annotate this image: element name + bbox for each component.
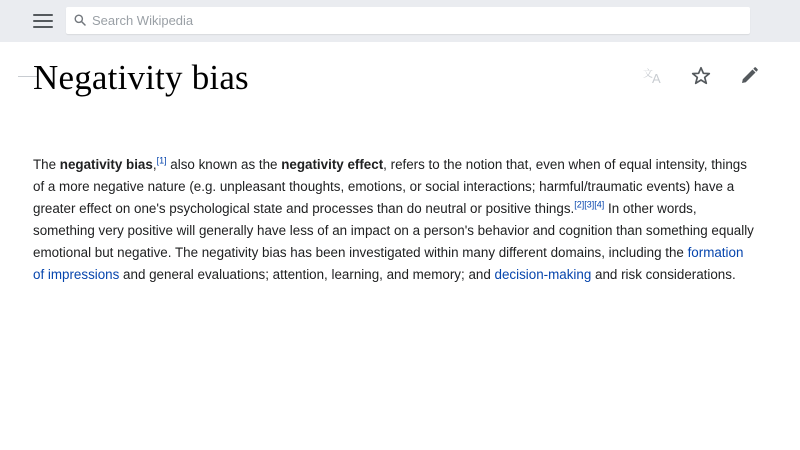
reference-link-1[interactable]: [1] bbox=[156, 155, 167, 166]
top-header-bar bbox=[0, 0, 800, 42]
reference-link-2[interactable]: [2] bbox=[574, 199, 585, 210]
svg-text:A: A bbox=[652, 71, 661, 86]
reference-link-3[interactable]: [3] bbox=[584, 199, 595, 210]
text-segment: In other words, something very positive will generally have less of an impact on a person's behavior and cognition than something equally emotional but negative. The negativity bias has been investigated within many different domains, including the bbox=[33, 201, 754, 260]
bold-term-negativity-effect: negativity effect bbox=[281, 157, 384, 172]
reference-link-4[interactable]: [4] bbox=[594, 199, 605, 210]
search-input[interactable] bbox=[92, 7, 742, 34]
search-box[interactable] bbox=[66, 7, 750, 34]
text-segment: , refers to the notion that, even when of equal intensity, things of a more negative nature (e.g. unpleasant thoughts, emotions, or social interactions; harmful/traumatic events) have a greater effect on one's psychological state and processes than do neutral or positive things. bbox=[33, 157, 747, 216]
link-formation-of-impressions[interactable]: formation of impressions bbox=[33, 245, 744, 282]
search-icon bbox=[74, 14, 86, 26]
link-decision-making[interactable]: decision-making bbox=[494, 267, 592, 282]
pencil-icon bbox=[739, 66, 759, 86]
hamburger-menu-icon[interactable] bbox=[33, 12, 53, 30]
edit-button[interactable] bbox=[738, 65, 760, 87]
page-title: Negativity bias bbox=[33, 58, 249, 97]
translate-icon bbox=[642, 66, 664, 86]
language-button[interactable] bbox=[642, 65, 664, 87]
text-segment: and risk considerations. bbox=[591, 267, 736, 282]
star-icon bbox=[691, 66, 711, 86]
text-segment: and general evaluations; attention, learning, and memory; and bbox=[119, 267, 495, 282]
article-lead-paragraph bbox=[33, 154, 755, 286]
page-actions bbox=[642, 64, 760, 88]
text-segment: also known as the bbox=[166, 157, 282, 172]
watch-star-button[interactable] bbox=[690, 65, 712, 87]
text-segment: , bbox=[152, 157, 157, 172]
svg-text:文: 文 bbox=[643, 69, 653, 80]
text-segment: The bbox=[33, 157, 60, 172]
bold-term-negativity-bias: negativity bias bbox=[59, 157, 153, 172]
